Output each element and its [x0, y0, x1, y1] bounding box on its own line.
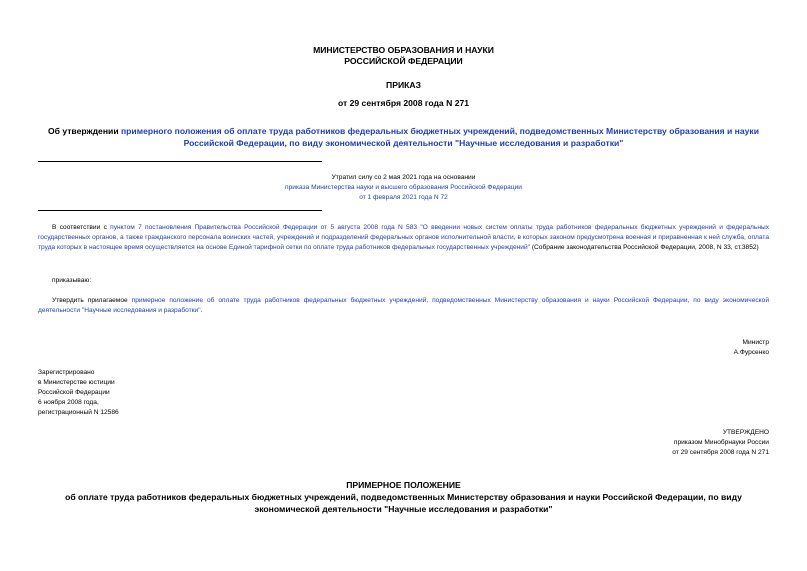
- approval-line-3: от 29 сентября 2008 года N 271: [672, 449, 769, 456]
- approval-paragraph: [38, 296, 769, 316]
- title-prefix: Об утверждении: [47, 126, 121, 136]
- approval-prefix: Утвердить прилагаемое: [52, 297, 132, 304]
- registration-line-1: Зарегистрировано: [38, 369, 95, 376]
- title-link[interactable]: примерного положения об оплате труда работников федеральных бюджетных учреждений, подведомственных Министерству образования и науки Российской Федерации, по виду экономической деятельности "Научные исследования и разработки": [120, 126, 760, 148]
- registration-line-4: 6 ноября 2008 года,: [38, 399, 99, 406]
- ministry-header: [0, 45, 807, 67]
- approval-line-2: приказом Минобрнауки России: [673, 439, 769, 446]
- ministry-line-2: РОССИЙСКОЙ ФЕДЕРАЦИИ: [344, 56, 463, 66]
- preamble-link[interactable]: пунктом 7 постановления Правительства Российской Федерации от 5 августа 2008 года N 583 "О введении новых систем оплаты труда работников федеральных бюджетных учреждений и федеральных государственных органов, а также гражданского персонала воинских частей, учреждений и подразделений федеральных органов исполнительной власти, в которых законом предусмотрена военная и приравненная к ней служба, оплата труда которых в настоящее время осуществляется на основе Единой тарифной сетки по оплате труда работников федеральных государственных учреждений": [38, 224, 770, 251]
- doc-type: ПРИКАЗ: [386, 80, 421, 90]
- annex-title-line-1: ПРИМЕРНОЕ ПОЛОЖЕНИЕ: [346, 480, 461, 490]
- signature-name: А.Фурсенко: [733, 349, 769, 356]
- status-note-link-date[interactable]: от 1 февраля 2021 года N 72: [359, 194, 448, 201]
- ministry-line-1: МИНИСТЕРСТВО ОБРАЗОВАНИЯ И НАУКИ: [313, 45, 494, 55]
- status-note: [0, 173, 807, 203]
- signature-position: Министр: [742, 339, 769, 346]
- doc-date-number: от 29 сентября 2008 года N 271: [337, 98, 470, 108]
- divider-bottom: [38, 210, 322, 211]
- preamble-prefix: В соответствии с: [52, 224, 111, 231]
- annex-title: [45, 479, 762, 515]
- document-title: [45, 125, 762, 149]
- order-word: приказываю:: [52, 277, 92, 284]
- status-note-link[interactable]: приказа Министерства науки и высшего образования Российской Федерации: [285, 184, 522, 191]
- registration-block: [38, 368, 119, 418]
- approval-block: [672, 428, 769, 458]
- registration-line-3: Российской Федерации: [38, 389, 110, 396]
- divider-top: [38, 161, 322, 162]
- approval-suffix: .: [200, 307, 203, 314]
- registration-line-5: регистрационный N 12586: [38, 409, 119, 416]
- preamble-suffix: (Собрание законодательства Российской Федерации, 2008, N 33, ст.3852): [530, 244, 759, 251]
- preamble-paragraph: [38, 223, 769, 253]
- registration-line-2: в Министерстве юстиции: [38, 379, 115, 386]
- approval-line-1: УТВЕРЖДЕНО: [722, 429, 769, 436]
- approval-link[interactable]: примерное положение об оплате труда работников федеральных бюджетных учреждений, подведомственных Министерству образования и науки Российской Федерации, по виду экономической деятельности "Научные исследования и разработки": [38, 297, 769, 314]
- annex-title-line-2: об оплате труда работников федеральных бюджетных учреждений, подведомственных Министерству образования и науки Российской Федерации, по виду экономической деятельности "Научные исследования и разработки": [65, 492, 742, 514]
- signature-block: [734, 338, 769, 358]
- status-note-line: Утратил силу со 2 мая 2021 года на основании: [331, 174, 476, 181]
